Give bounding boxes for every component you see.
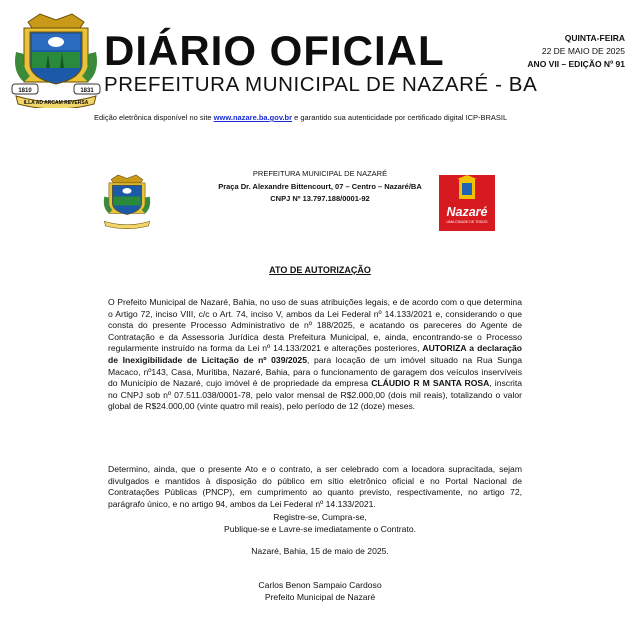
signer-name: Carlos Benon Sampaio Cardoso	[258, 580, 382, 590]
letterhead-cnpj: CNPJ Nº 13.797.188/0001-92	[270, 194, 370, 203]
act-title: ATO DE AUTORIZAÇÃO	[269, 265, 371, 275]
act-paragraph-2: Determino, ainda, que o presente Ato e o contrato, a ser celebrado com a locadora supracitada, sejam divulgados e mantidos à disposição do público em sítio eletrônico oficial e no Portal Nacional de Contratações Públicas (PNCP), em cumprimento ao quanto previsto, respectivamente, no artigo 72, parágrafo único, e no artigo 94, ambos da Lei Federal nº 14.133/2021.	[108, 464, 522, 509]
notice-text-before: Edição eletrônica disponível no site	[94, 113, 212, 122]
issue-date: 22 DE MAIO DE 2025	[541, 46, 625, 56]
letterhead-address: Praça Dr. Alexandre Bittencourt, 07 – Centro – Nazaré/BA	[218, 181, 422, 191]
p1-part-a: O Prefeito Municipal de Nazaré, Bahia, no uso de suas atribuições legais, e de acordo com o que determina o Artigo 72, inciso VIII, c/c o Art. 74, inciso V, ambos da Lei Federal nº 14.133/2021 e, considerando o que consta do presente Processo Administrativo de nº 188/2025, e acatando os pareceres do Agente de Contratação e da Assessoria Jurídica desta Prefeitura Municipal, e, ainda, encontrando-se o Processo regularmente instruído na forma da Lei nº 14.133/2021 e alterações posteriores,	[108, 297, 522, 354]
masthead	[104, 27, 538, 96]
city-logo-tagline: UMA CIDADE DE TODOS	[446, 220, 488, 224]
city-logo	[439, 175, 495, 231]
letterhead-name: PREFEITURA MUNICIPAL DE NAZARÉ	[252, 169, 388, 178]
crest-year-left: 1810	[18, 88, 32, 94]
register-line: Registre-se, Cumpra-se,	[273, 512, 367, 522]
letterhead	[155, 168, 485, 206]
electronic-edition-notice	[94, 113, 507, 122]
masthead-title: DIÁRIO OFICIAL	[104, 27, 445, 74]
crest-scroll-text: ILLA AD ARCAM REVERSA	[23, 100, 89, 106]
p1-part-c: , inscrita no CNPJ sob nº 07.511.038/0001-78, pelo valor mensal de R$2.000,00 (dois mil reais), totalizando o valor global de R$24.000,00 (vinte quatro mil reais), pelo período de 12 (doze) meses.	[108, 378, 523, 412]
issue-weekday: QUINTA-FEIRA	[564, 33, 625, 43]
municipal-coat-of-arms	[10, 12, 102, 108]
website-link[interactable]: www.nazare.ba.gov.br	[213, 113, 293, 122]
notice-text-after: e garantido sua autenticidade por certificado digital ICP-BRASIL	[294, 113, 508, 122]
masthead-subtitle: PREFEITURA MUNICIPAL DE NAZARÉ - BA	[104, 73, 538, 96]
letterhead-coat-of-arms	[101, 172, 153, 230]
city-logo-emblem-icon	[439, 175, 495, 205]
act-paragraph-1	[108, 297, 522, 413]
p1-authorization: AUTORIZA a declaração de Inexigibilidade de Licitação de nº 039/2025	[108, 343, 522, 365]
publish-line: Publique-se e Lavre-se imediatamente o Contrato.	[223, 523, 417, 534]
signature-block	[0, 580, 640, 603]
crest-year-right: 1831	[80, 88, 94, 94]
city-logo-name: Nazaré	[446, 205, 488, 219]
dateline: Nazaré, Bahia, 15 de maio de 2025.	[251, 546, 389, 556]
p1-company-name: CLÁUDIO R M SANTA ROSA	[371, 378, 490, 389]
p1-part-b: , para locação de um imóvel situado na Rua Sunga Macaco, nº143, Casa, Muritiba, Nazaré, Bahia, para o funcionamento de garagem dos veículos inservíveis do Município de Nazaré, cujo imóvel é de propriedade da empresa	[108, 354, 522, 389]
issue-info	[527, 32, 625, 71]
signer-role: Prefeito Municipal de Nazaré	[264, 591, 376, 602]
issue-edition: ANO VII – EDIÇÃO Nº 91	[527, 59, 625, 69]
closing-block	[0, 512, 640, 535]
